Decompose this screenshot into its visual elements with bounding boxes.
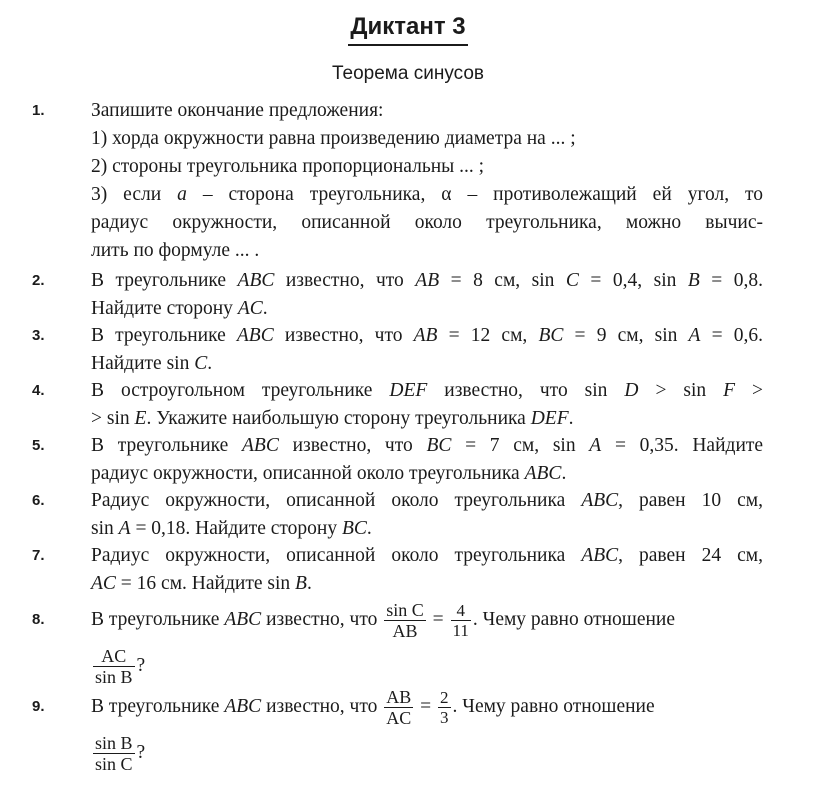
task-text: [91, 684, 763, 776]
task-line: лить по формуле ... .: [91, 240, 260, 261]
task-number: 8.: [32, 611, 45, 628]
fraction: $\frac{4}{11}$: [452, 601, 469, 641]
task-line: Найдите сторону AC.: [91, 298, 268, 319]
task-line: В остроугольном треугольнике DEF известно, что sin D > sin F >: [91, 380, 764, 401]
task-text: [91, 487, 763, 543]
task-text: [91, 97, 763, 265]
task-line: $\frac{\text{sin B}}{\text{sin C}}$ ?: [95, 733, 146, 775]
fraction: $\frac{AC}{\text{sin B}}$: [95, 646, 133, 688]
task-line: Запишите окончание предложения:: [91, 100, 384, 121]
task-line: sin A = 0,18. Найдите сторону BC.: [91, 518, 372, 539]
task-line: AC = 16 см. Найдите sin B.: [91, 573, 312, 594]
task-line: Радиус окружности, описанной около треугольника ABC, равен 24 см,: [91, 545, 763, 566]
fraction: $\frac{AB}{AC}$: [386, 687, 412, 729]
task-number: 7.: [32, 547, 45, 564]
task-text: [91, 377, 763, 433]
page-subtitle: Теорема синусов: [332, 63, 484, 84]
task-number: 2.: [32, 272, 45, 289]
task-number: 3.: [32, 327, 45, 344]
task-line: В треугольнике ABC известно, что $\frac{AB}{AC}$ = $\frac{2}{3}$ . Чему равно отношение: [91, 687, 655, 729]
task-line: > sin E. Укажите наибольшую сторону треугольника DEF.: [91, 408, 574, 429]
task-line: Найдите sin C.: [91, 353, 213, 374]
task-text: [91, 322, 763, 378]
task-line: В треугольнике ABC известно, что AB = 8 см, sin C = 0,4, sin B = 0,8.: [91, 270, 763, 291]
task-line: Радиус окружности, описанной около треугольника ABC, равен 10 см,: [91, 490, 763, 511]
task-line: 3) если a – сторона треугольника, α – противолежащий ей угол, то: [91, 184, 764, 205]
task-line: 1) хорда окружности равна произведению диаметра на ... ;: [91, 128, 576, 149]
task-number: 5.: [32, 437, 45, 454]
page-title: Диктант 3: [0, 12, 816, 46]
fraction: $\frac{2}{3}$: [440, 688, 449, 728]
task-text: [91, 432, 763, 488]
task-number: 6.: [32, 492, 45, 509]
fraction: $\frac{\text{sin C}}{AB}$: [386, 600, 424, 642]
task-text: [91, 267, 763, 323]
task-number: 4.: [32, 382, 45, 399]
task-line: $\frac{AC}{\text{sin B}}$ ?: [95, 646, 146, 688]
task-line: 2) стороны треугольника пропорциональны ... ;: [91, 156, 485, 177]
fraction: $\frac{\text{sin B}}{\text{sin C}}$: [95, 733, 133, 775]
task-line: В треугольнике ABC известно, что $\frac{\text{sin C}}{AB}$ = $\frac{4}{11}$ . Чему равно отношение: [91, 600, 676, 642]
task-number: 1.: [32, 102, 45, 119]
task-line: В треугольнике ABC известно, что BC = 7 см, sin A = 0,35. Найдите: [91, 435, 764, 456]
task-line: В треугольнике ABC известно, что AB = 12 см, BC = 9 см, sin A = 0,6.: [91, 325, 764, 346]
task-line: радиус окружности, описанной около треугольника ABC.: [91, 463, 567, 484]
task-text: [91, 597, 763, 689]
task-text: [91, 542, 763, 598]
task-line: радиус окружности, описанной около треугольника, можно вычис-: [91, 212, 763, 233]
task-number: 9.: [32, 698, 45, 715]
